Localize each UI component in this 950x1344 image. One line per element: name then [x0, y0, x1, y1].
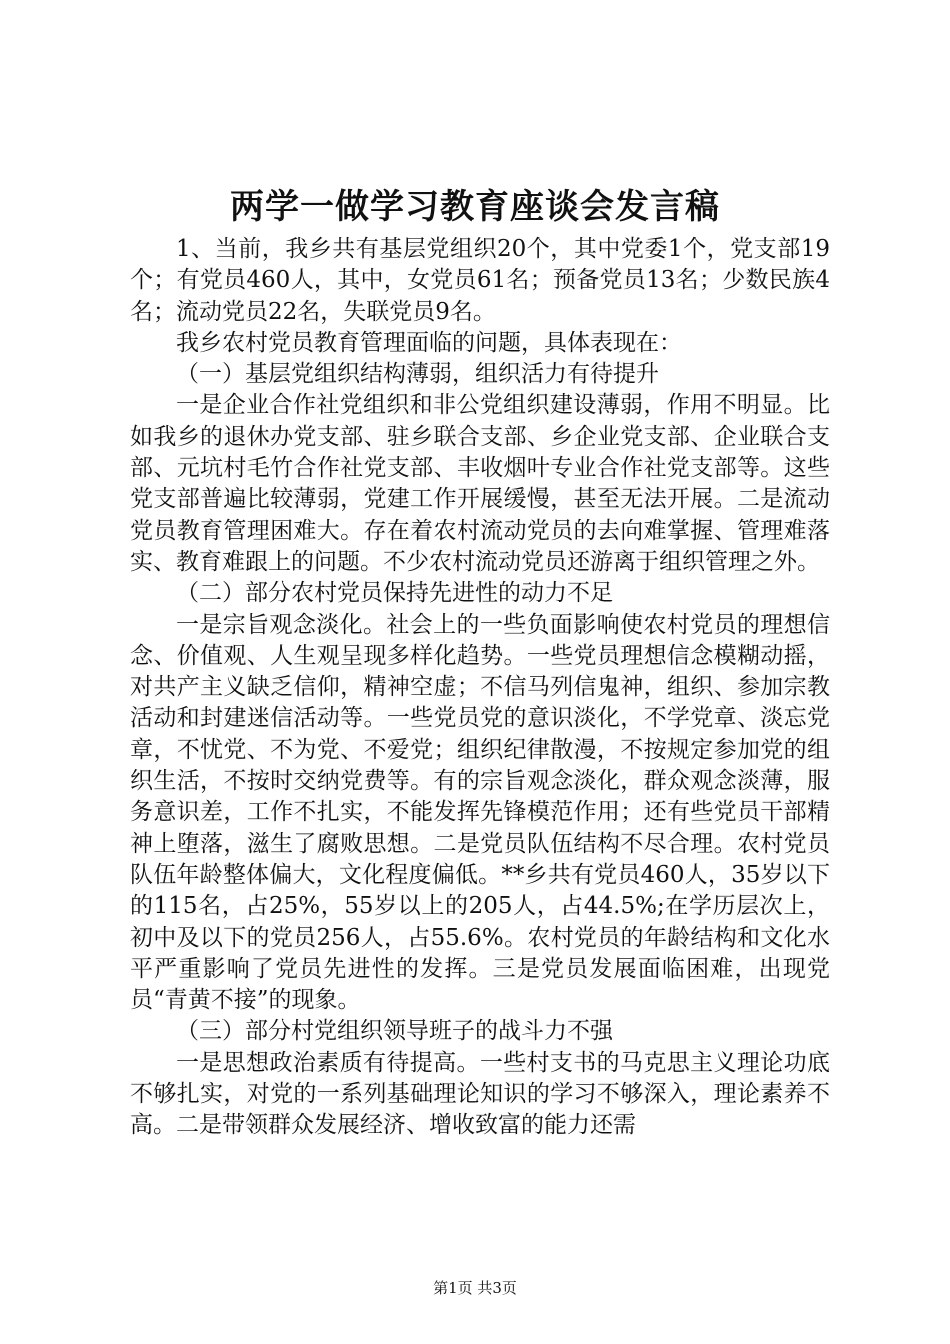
section-heading: （二）部分农村党员保持先进性的动力不足 [176, 580, 613, 607]
paragraph: 一是宗旨观念淡化。社会上的一些负面影响使农村党员的理想信念、价值观、人生观呈现多样化趋势。一些党员理想信念模糊动摇，对共产主义缺乏信仰，精神空虚；不信马列信鬼神，组织、参加宗教活动和封建迷信活动等。一些党员党的意识淡化，不学党章、淡忘党章，不忧党、不为党、不爱党；组织纪律散漫，不按规定参加党的组织生活，不按时交纳党费等。有的宗旨观念淡化，群众观念淡薄，服务意识差，工作不扎实，不能发挥先锋模范作用；还有些党员干部精神上堕落，滋生了腐败思想。二是党员队伍结构不尽合理。农村党员队伍年龄整体偏大，文化程度偏低。**乡共有党员460人，35岁以下的115名，占25%，55岁以上的205人，占44.5%;在学历层次上，初中及以下的党员256人，占55.6%。农村党员的年龄结构和文化水平严重影响了党员先进性的发挥。三是党员发展面临困难，出现党员“青黄不接”的现象。 [130, 611, 830, 1014]
paragraph: 一是企业合作社党组织和非公党组织建设薄弱，作用不明显。比如我乡的退休办党支部、驻乡联合支部、乡企业党支部、企业联合支部、元坑村毛竹合作社党支部、丰收烟叶专业合作社党支部等。这些党支部普遍比较薄弱，党建工作开展缓慢，甚至无法开展。二是流动党员教育管理困难大。存在着农村流动党员的去向难掌握、管理难落实、教育难跟上的问题。不少农村流动党员还游离于组织管理之外。 [130, 392, 830, 575]
document-body [130, 234, 830, 1142]
section-heading: （三）部分村党组织领导班子的战斗力不强 [176, 1018, 613, 1045]
page-footer: 第1页 共3页 [433, 1279, 517, 1297]
paragraph: 我乡农村党员教育管理面临的问题，具体表现在： [176, 329, 682, 356]
document-title: 两学一做学习教育座谈会发言稿 [230, 187, 720, 227]
paragraph: 一是思想政治素质有待提高。一些村支书的马克思主义理论功底不够扎实，对党的一系列基础理论知识的学习不够深入，理论素养不高。二是带领群众发展经济、增收致富的能力还需 [130, 1049, 830, 1139]
section-heading: （一）基层党组织结构薄弱，组织活力有待提升 [176, 361, 659, 388]
paragraph: 1、当前，我乡共有基层党组织20个，其中党委1个，党支部19个；有党员460人，其中，女党员61名；预备党员13名；少数民族4名；流动党员22名，失联党员9名。 [130, 236, 830, 325]
